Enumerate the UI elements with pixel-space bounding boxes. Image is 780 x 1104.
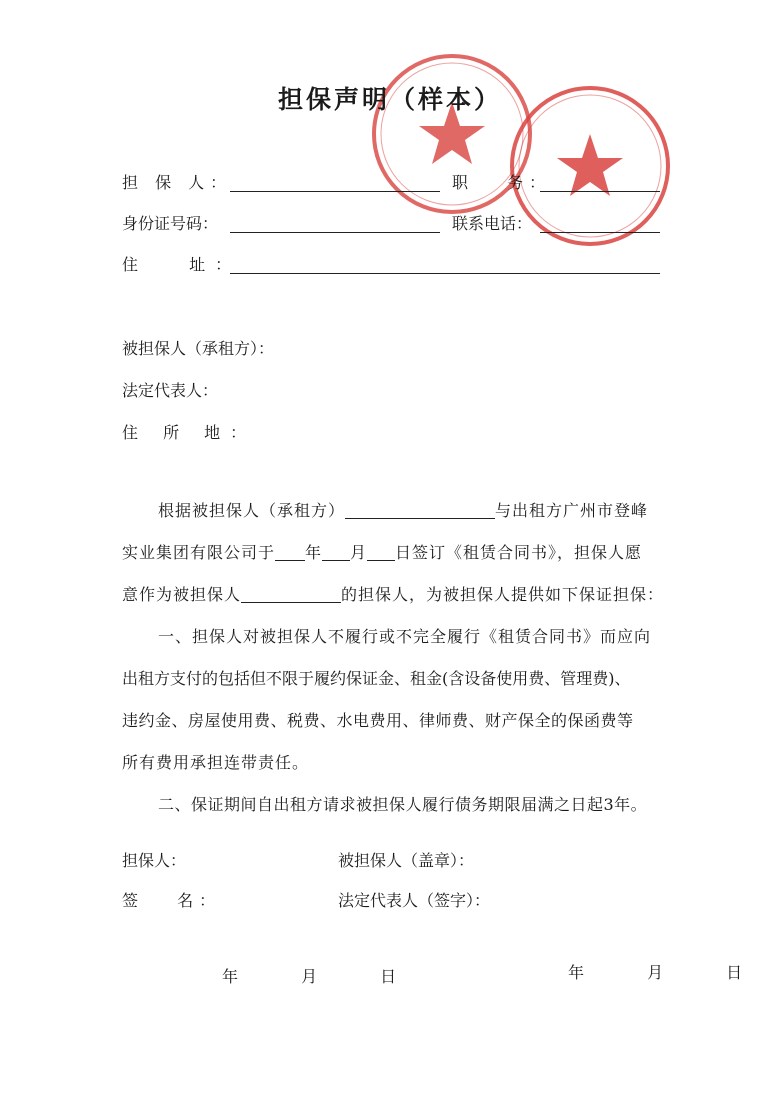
id-number-field[interactable]	[230, 232, 440, 233]
guaranteed-party-label: 被担保人（承租方）：	[122, 339, 275, 358]
body-p3: 二、保证期间自出租方请求被担保人履行债务期限届满之日起3年。	[158, 795, 648, 814]
body-p2-line4: 所有费用承担连带责任。	[122, 753, 310, 772]
guarantor-field[interactable]	[230, 191, 440, 192]
page-title: 担保声明（样本）	[277, 85, 502, 114]
body-text: 的担保人，为被担保人提供如下保证担保：	[341, 585, 665, 604]
guarantor-label: 担 保 人：	[122, 173, 233, 192]
body-text: 与出租方广州市登峰	[495, 501, 649, 520]
body-text: 实业集团有限公司于	[122, 543, 276, 562]
day-blank[interactable]	[367, 544, 395, 561]
body-p1-line2	[122, 542, 642, 564]
address-field[interactable]	[230, 273, 660, 274]
body-p2-line3: 违约金、房屋使用费、税费、水电费用、律师费、财产保全的保函费等	[122, 711, 634, 730]
month-label: 月	[350, 543, 368, 562]
phone-label: 联系电话：	[452, 214, 533, 233]
address-label: 住 址：	[122, 255, 242, 274]
legal-rep-sign-label: 法定代表人（签字）：	[338, 891, 491, 910]
year-label: 年	[305, 543, 323, 562]
year-blank[interactable]	[275, 544, 305, 561]
legal-rep-label: 法定代表人：	[122, 381, 219, 400]
body-p2-line1: 一、担保人对被担保人不履行或不完全履行《租赁合同书》而应向	[158, 627, 652, 646]
position-label: 职 务：	[452, 173, 552, 192]
position-field[interactable]	[540, 191, 660, 192]
guaranteed-seal-label: 被担保人（盖章）：	[338, 851, 475, 870]
id-number-label: 身份证号码：	[122, 214, 219, 233]
sign-label: 签 名：	[122, 891, 222, 910]
body-p2-line2: 出租方支付的包括但不限于履约保证金、租金(含设备使用费、管理费)、	[122, 669, 631, 688]
body-p1-line1	[158, 500, 648, 522]
month-blank[interactable]	[322, 544, 350, 561]
body-text: 意作为被担保人	[122, 585, 242, 604]
date-left: 年 月 日	[222, 967, 411, 986]
phone-field[interactable]	[540, 232, 660, 233]
body-p1-line3	[122, 584, 664, 606]
date-right: 年 月 日	[568, 963, 757, 982]
body-text: 根据被担保人（承租方）	[158, 501, 346, 520]
body-text: 日签订《租赁合同书》，担保人愿	[395, 543, 643, 562]
guarantor-sign-label: 担保人：	[122, 851, 187, 870]
guaranteed-party-blank[interactable]	[345, 502, 495, 519]
domicile-label: 住 所 地：	[122, 423, 257, 442]
guaranteed-name-blank[interactable]	[241, 586, 341, 603]
